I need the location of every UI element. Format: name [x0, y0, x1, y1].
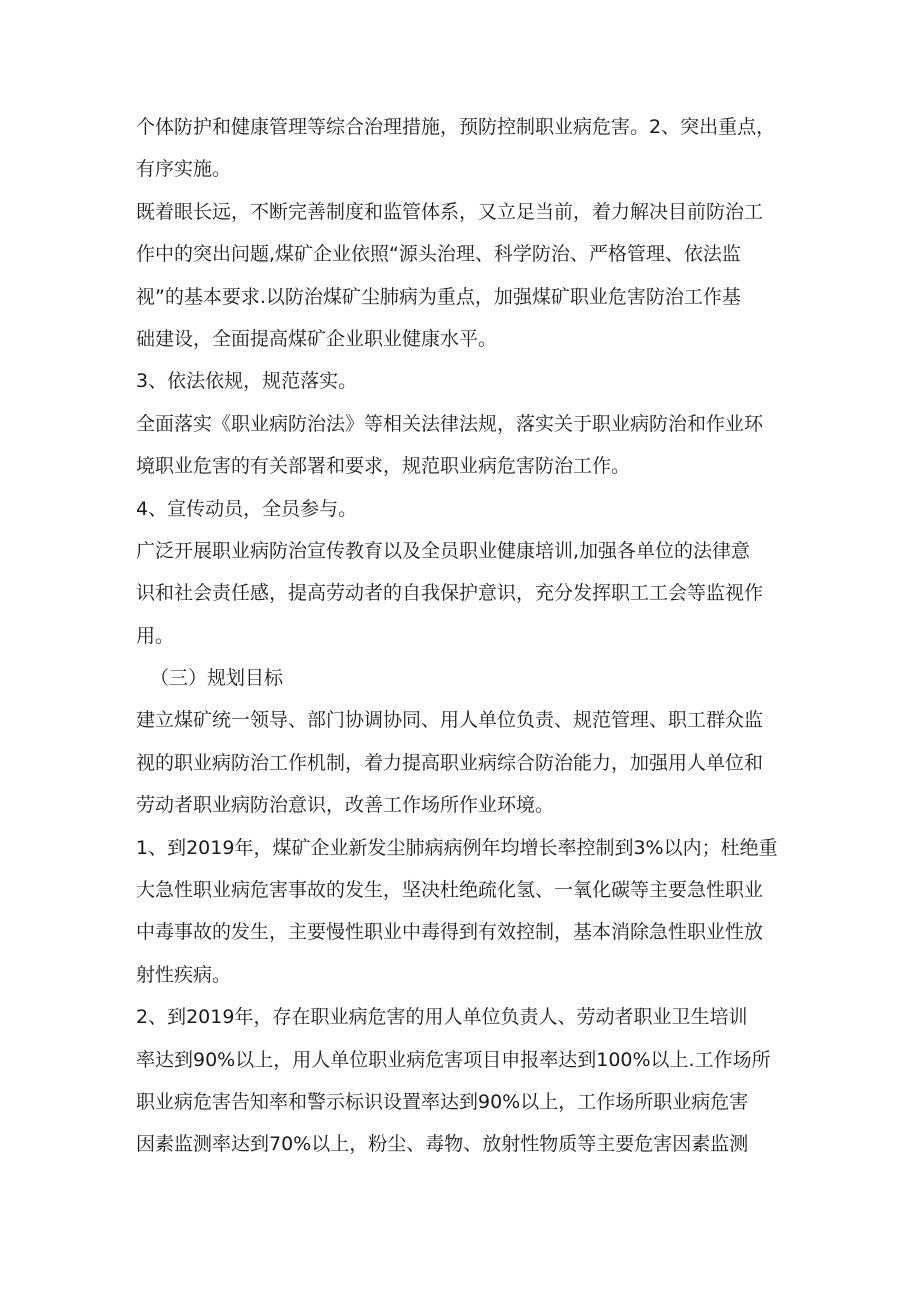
text-line: 识和社会责任感，提高劳动者的自我保护意识，充分发挥职工工会等监视作 — [136, 582, 764, 605]
text-line: 既着眼长远，不断完善制度和监管体系，又立足当前，着力解决目前防治工 — [136, 200, 764, 223]
body-text — [136, 106, 798, 1166]
text-line: 础建设，全面提高煤矿企业职业健康水平。 — [136, 327, 498, 350]
text-line: 因素监测率达到70%以上，粉尘、毒物、放射性物质等主要危害因素监测 — [136, 1133, 749, 1156]
text-line: 全面落实《职业病防治法》等相关法律法规，落实关于职业病防治和作业环 — [136, 412, 764, 435]
text-line: 境职业危害的有关部署和要求，规范职业病危害防治工作。 — [136, 455, 631, 478]
text-line: 中毒事故的发生，主要慢性职业中毒得到有效控制，基本消除急性职业性放 — [136, 921, 764, 944]
text-line: 广泛开展职业病防治宣传教育以及全员职业健康培训,加强各单位的法律意 — [136, 539, 751, 562]
text-line: 视的职业病防治工作机制，着力提高职业病综合防治能力，加强用人单位和 — [136, 751, 764, 774]
text-line: 大急性职业病危害事故的发生，坚决杜绝疏化氢、一氧化碳等主要急性职业 — [136, 879, 764, 902]
text-line: 建立煤矿统一领导、部门协调协同、用人单位负责、规范管理、职工群众监 — [136, 709, 764, 732]
text-line: 有序实施。 — [136, 158, 232, 181]
text-line: 1、到2019年，煤矿企业新发尘肺病病例年均增长率控制到3%以内；杜绝重 — [136, 836, 778, 859]
text-line: 作中的突出问题,煤矿企业依照“源头治理、科学防治、严格管理、依法监 — [136, 243, 741, 266]
text-line: 职业病危害告知率和警示标识设置率达到90%以上，工作场所职业病危害 — [136, 1090, 749, 1113]
text-line: 率达到90%以上，用人单位职业病危害项目申报率达到100%以上.工作场所 — [136, 1048, 771, 1071]
section-heading: 4、宣传动员，全员参与。 — [136, 497, 358, 520]
text-line: 视”的基本要求.以防治煤矿尘肺病为重点，加强煤矿职业危害防治工作基 — [136, 285, 741, 308]
section-heading: 3、依法依规，规范落实。 — [136, 370, 358, 393]
text-line: 射性疾病。 — [136, 963, 232, 986]
section-title: （三）规划目标 — [150, 667, 284, 690]
text-line: 个体防护和健康管理等综合治理措施，预防控制职业病危害。2、突出重点， — [136, 116, 776, 138]
text-line: 2、到2019年，存在职业病危害的用人单位负责人、劳动者职业卫生培训 — [136, 1006, 748, 1029]
text-line: 劳动者职业病防治意识，改善工作场所作业环境。 — [136, 794, 555, 817]
text-line: 用。 — [136, 624, 175, 647]
